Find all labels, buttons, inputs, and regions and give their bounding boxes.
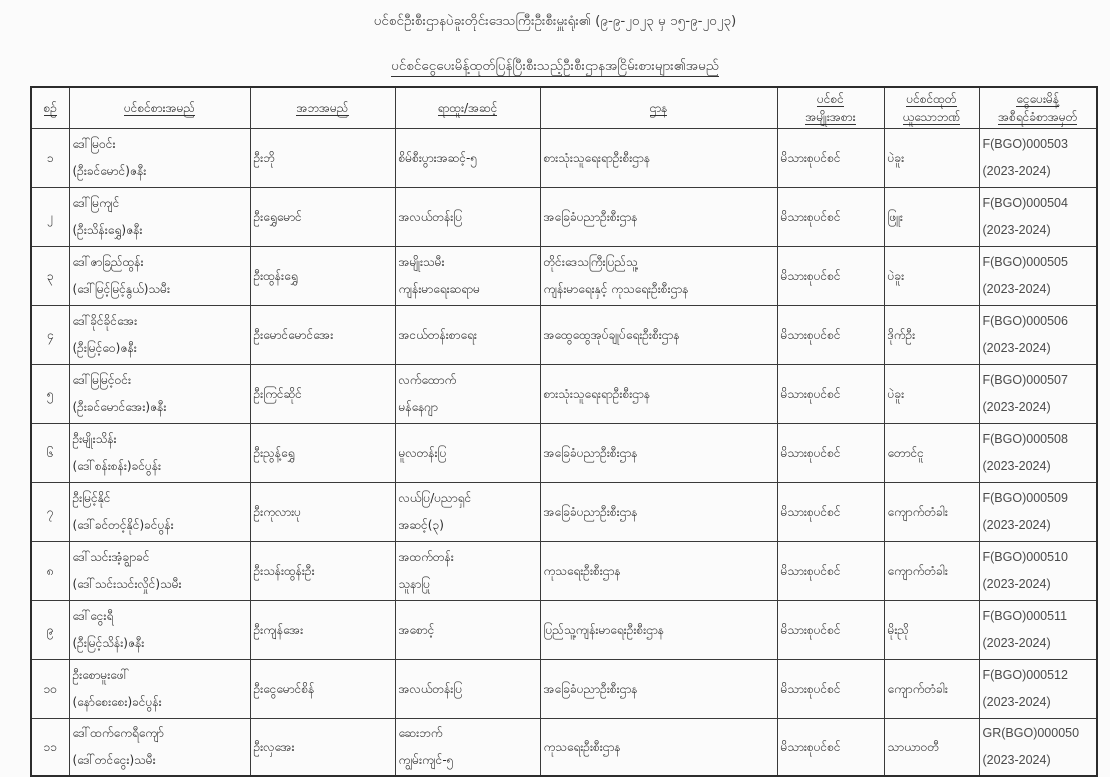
order-number: F(BGO)000510 (2023-2024) <box>979 542 1097 601</box>
father-name: ဦးကျန်အေး <box>250 601 395 660</box>
pension-type: မိသားစုပင်စင် <box>777 483 884 542</box>
paying-office: တောင်ငူ <box>884 424 979 483</box>
table-row <box>31 129 1097 188</box>
subtitle-text: ပင်စင်ငွေပေးမိန့်ထုတ်ပြန်ပြီးစီးသည့်ဦးစီးဌာနအငြိမ်းစားများ၏အမည် <box>391 58 719 77</box>
paying-office: သာယာဝတီ <box>884 719 979 777</box>
department-cell: ကုသရေးဦးစီးဌာန <box>540 542 777 601</box>
pension-type: မိသားစုပင်စင် <box>777 719 884 777</box>
table-row <box>31 247 1097 306</box>
paying-office: ပဲခူး <box>884 365 979 424</box>
pension-type: မိသားစုပင်စင် <box>777 365 884 424</box>
paying-office: ဖြူး <box>884 188 979 247</box>
order-number: F(BGO)000504 (2023-2024) <box>979 188 1097 247</box>
paying-office: ကျောက်တံခါး <box>884 660 979 719</box>
pensioner-name: ဒေါ်ထက်ကေရီကျော် (ဒေါ်တင်ငွေး)သမီး <box>69 719 250 777</box>
father-name: ဦးသန်းထွန်းဦး <box>250 542 395 601</box>
order-number: F(BGO)000507 (2023-2024) <box>979 365 1097 424</box>
row-number: ၃ <box>31 247 69 306</box>
pensioner-name: ဒေါ်ဇာခြည်ထွန်း (ဒေါ်မြင့်မြင့်နွယ်)သမီး <box>69 247 250 306</box>
pension-type: မိသားစုပင်စင် <box>777 424 884 483</box>
rank-cell: အလယ်တန်းပြ <box>395 188 540 247</box>
pensioner-name: ဒေါ်မြကျင် (ဦးသိန်းရွှေ)ဇနီး <box>69 188 250 247</box>
pension-type: မိသားစုပင်စင် <box>777 601 884 660</box>
order-number: F(BGO)000509 (2023-2024) <box>979 483 1097 542</box>
department-cell: ကုသရေးဦးစီးဌာန <box>540 719 777 777</box>
pensioner-name: ဒေါ်ခိုင်ခိုင်အေး (ဦးမြင့်ဝေ)ဇနီး <box>69 306 250 365</box>
pensioner-name: ဦးမြင့်နိုင် (ဒေါ်ခင်တင့်နိုင်)ခင်ပွန်း <box>69 483 250 542</box>
order-number: F(BGO)000508 (2023-2024) <box>979 424 1097 483</box>
pensioner-name: ဒေါ်မြဝင်း (ဦးခင်မောင်)ဇနီး <box>69 129 250 188</box>
document-title: ပင်စင်ဦးစီးဌာနပဲခူးတိုင်းဒေသကြီးဦးစီးမှူးရုံး၏ (၉-၉-၂၀၂၃ မှ ၁၅-၉-၂၀၂၃) <box>373 13 737 29</box>
row-number: ၁ <box>31 129 69 188</box>
col-header-name: ပင်စင်စားအမည် <box>69 87 250 129</box>
order-number: F(BGO)000511 (2023-2024) <box>979 601 1097 660</box>
row-number: ၇ <box>31 483 69 542</box>
row-number: ၄ <box>31 306 69 365</box>
col-header-order: ငွေပေးမိန့် အစီရင်ခံစာအမှတ် <box>979 87 1097 129</box>
pension-type: မိသားစုပင်စင် <box>777 542 884 601</box>
father-name: ဦးကုလားပု <box>250 483 395 542</box>
row-number: ၂ <box>31 188 69 247</box>
document-subtitle <box>0 57 1110 77</box>
father-name: ဦးမောင်မောင်အေး <box>250 306 395 365</box>
paying-office: ဒိုက်ဦး <box>884 306 979 365</box>
pensioner-name: ဦးစောမူးဖေါ် (နော်စေးစေး)ခင်ပွန်း <box>69 660 250 719</box>
row-number: ၆ <box>31 424 69 483</box>
table-row <box>31 601 1097 660</box>
pension-type: မိသားစုပင်စင် <box>777 660 884 719</box>
department-cell: အထွေထွေအုပ်ချုပ်ရေးဦးစီးဌာန <box>540 306 777 365</box>
row-number: ၉ <box>31 601 69 660</box>
order-number: GR(BGO)000050 (2023-2024) <box>979 719 1097 777</box>
pension-type: မိသားစုပင်စင် <box>777 247 884 306</box>
header-row <box>31 87 1097 129</box>
table-row <box>31 365 1097 424</box>
col-header-dept: ဌာန <box>540 87 777 129</box>
table-row <box>31 542 1097 601</box>
col-header-father: အဘအမည် <box>250 87 395 129</box>
father-name: ဦးကြင်ဆိုင် <box>250 365 395 424</box>
department-cell: အခြေခံပညာဦးစီးဌာန <box>540 424 777 483</box>
rank-cell: အထက်တန်း သူနာပြု <box>395 542 540 601</box>
rank-cell: လက်ထောက် မန်နေဂျာ <box>395 365 540 424</box>
table-row <box>31 483 1097 542</box>
father-name: ဦးလှအေး <box>250 719 395 777</box>
father-name: ဦးရွှေမောင် <box>250 188 395 247</box>
paying-office: ပဲခူး <box>884 247 979 306</box>
rank-cell: လယ်ပြ/ပညာရှင် အဆင့်(၃) <box>395 483 540 542</box>
paying-office: မိုးညို <box>884 601 979 660</box>
table-row <box>31 424 1097 483</box>
rank-cell: မူလတန်းပြ <box>395 424 540 483</box>
pensioner-name: ဒေါ်ငွေးရီ (ဦးမြင့်သိန်း)ဇနီး <box>69 601 250 660</box>
department-cell: အခြေခံပညာဦးစီးဌာန <box>540 483 777 542</box>
pensioner-name: ဒေါ်မြမြင့်ဝင်း (ဦးခင်မောင်အေး)ဇနီး <box>69 365 250 424</box>
table-row <box>31 188 1097 247</box>
pension-type: မိသားစုပင်စင် <box>777 188 884 247</box>
order-number: F(BGO)000505 (2023-2024) <box>979 247 1097 306</box>
rank-cell: အငယ်တန်းစာရေး <box>395 306 540 365</box>
department-cell: စားသုံးသူရေးရာဦးစီးဌာန <box>540 365 777 424</box>
pension-table <box>30 86 1098 777</box>
paying-office: ပဲခူး <box>884 129 979 188</box>
col-header-no: စဉ် <box>31 87 69 129</box>
paying-office: ကျောက်တံခါး <box>884 542 979 601</box>
father-name: ဦးညွန့်ရွှေ <box>250 424 395 483</box>
paying-office: ကျောက်တံခါး <box>884 483 979 542</box>
row-number: ၁၀ <box>31 660 69 719</box>
rank-cell: ဆေးဘက် ကျွမ်းကျင်-၅ <box>395 719 540 777</box>
row-number: ၈ <box>31 542 69 601</box>
table-row <box>31 719 1097 777</box>
department-cell: အခြေခံပညာဦးစီးဌာန <box>540 188 777 247</box>
col-header-office: ပင်စင်ထုတ် ယူသောဘဏ် <box>884 87 979 129</box>
father-name: ဦးငွေမောင်စိန် <box>250 660 395 719</box>
pension-type: မိသားစုပင်စင် <box>777 306 884 365</box>
table-row <box>31 306 1097 365</box>
col-header-rank: ရာထူး/အဆင့် <box>395 87 540 129</box>
pensioner-name: ဒေါ်သင်းအံ့ချွာခင် (ဒေါ်သင်းသင်းလှိုင်)သမီး <box>69 542 250 601</box>
department-cell: အခြေခံပညာဦးစီးဌာန <box>540 660 777 719</box>
row-number: ၅ <box>31 365 69 424</box>
rank-cell: အစောင့် <box>395 601 540 660</box>
pensioner-name: ဦးမျိုးသိန်း (ဒေါ်စန်းစန်း)ခင်ပွန်း <box>69 424 250 483</box>
table-row <box>31 660 1097 719</box>
father-name: ဦးထွန်းရွှေ <box>250 247 395 306</box>
order-number: F(BGO)000512 (2023-2024) <box>979 660 1097 719</box>
department-cell: စားသုံးသူရေးရာဦးစီးဌာန <box>540 129 777 188</box>
col-header-type: ပင်စင် အမျိုးအစား <box>777 87 884 129</box>
rank-cell: အလယ်တန်းပြ <box>395 660 540 719</box>
pension-type: မိသားစုပင်စင် <box>777 129 884 188</box>
rank-cell: စိမ်စီးပွားအဆင့်-၅ <box>395 129 540 188</box>
department-cell: တိုင်းဒေသကြီးပြည်သူ့ ကျန်းမာရေးနှင့် ကုသရေးဦးစီးဌာန <box>540 247 777 306</box>
department-cell: ပြည်သူ့ကျန်းမာရေးဦးစီးဌာန <box>540 601 777 660</box>
order-number: F(BGO)000506 (2023-2024) <box>979 306 1097 365</box>
father-name: ဦးဘို <box>250 129 395 188</box>
row-number: ၁၁ <box>31 719 69 777</box>
order-number: F(BGO)000503 (2023-2024) <box>979 129 1097 188</box>
rank-cell: အမျိုးသမီး ကျန်းမာရေးဆရာမ <box>395 247 540 306</box>
